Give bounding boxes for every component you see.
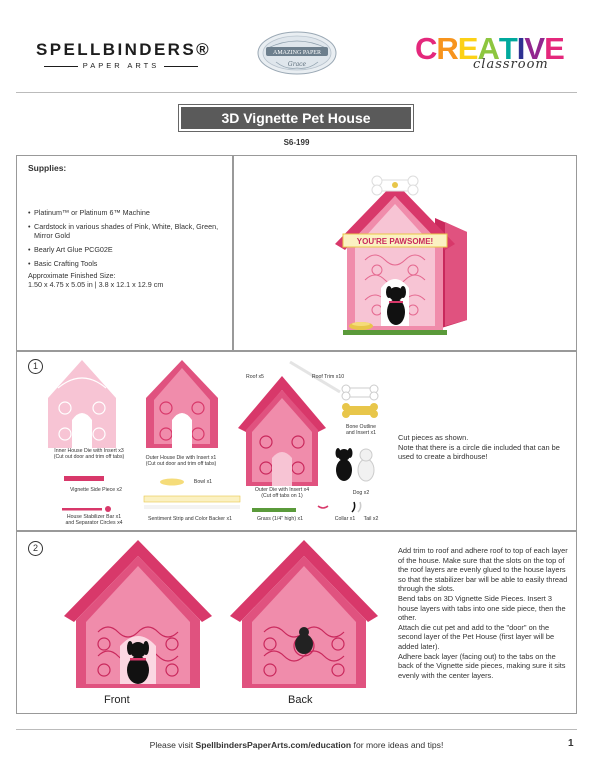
supply-item: • Basic Crafting Tools xyxy=(28,259,228,268)
hero-sign-text: YOU'RE PAWSOME! xyxy=(356,237,434,246)
creative-letter: C xyxy=(415,31,437,66)
title-frame xyxy=(178,104,414,132)
creative-letter: E xyxy=(457,31,478,66)
footer-divider xyxy=(16,729,577,730)
creative-letter: I xyxy=(516,31,525,66)
supply-item: • Bearly Art Glue PCG02E xyxy=(28,245,228,254)
creative-letter: E xyxy=(544,31,564,66)
svg-text:Grace: Grace xyxy=(287,61,307,68)
label-outer-house: Outer House Die with Insert x1 (Cut out door and trim off tabs) xyxy=(145,455,217,467)
step-1-instructions: Cut pieces as shown. Note that there is a circle die included that can be used to create a birdhouse! xyxy=(398,433,560,462)
label-roof-trim: Roof Trim x10 xyxy=(311,374,345,380)
label-inner-house: Inner House Die with Insert x3 (Cut out door and trim off tabs) xyxy=(53,448,125,460)
back-view xyxy=(230,540,378,688)
label-outer-die-insert: Outer Die with Insert x4 (Cut off tabs on 1) xyxy=(254,487,310,499)
header-divider xyxy=(16,92,577,93)
label-grass: Grass (1/4" high) x1 xyxy=(257,516,303,522)
label-bone-outline: Bone Outline and Insert x1 xyxy=(346,424,376,436)
supplies-list xyxy=(28,208,228,273)
amazing-logo-text: AMAZING PAPER xyxy=(273,50,321,56)
step-1-number: 1 xyxy=(28,359,43,374)
classroom-wordmark: classroom xyxy=(473,57,549,72)
caption-front: Front xyxy=(104,694,130,706)
front-view xyxy=(64,540,212,688)
label-stabilizer: House Stabilizer Bar x1 and Separator Circles x4 xyxy=(65,514,123,526)
label-bowl: Bowl x1 xyxy=(193,479,213,485)
creative-letter: R xyxy=(436,31,458,66)
creative-letter: V xyxy=(524,31,545,66)
caption-back: Back xyxy=(288,694,313,706)
bone-outline-icon xyxy=(342,385,378,418)
brand-tagline: PAPER ARTS xyxy=(36,61,206,70)
amazing-paper-grace-logo xyxy=(256,30,338,76)
label-vignette-side: Vignette Side Piece x2 xyxy=(69,487,123,493)
finished-size: Approximate Finished Size: 1.50 x 4.75 x 5.05 in | 3.8 x 12.1 x 12.9 cm xyxy=(28,271,164,289)
step-2-house-diagrams xyxy=(58,536,378,692)
creative-letter: A xyxy=(477,31,499,66)
inner-house-die xyxy=(48,360,116,448)
product-sku: S6-199 xyxy=(283,138,310,147)
label-dog: Dog x2 xyxy=(352,490,370,496)
label-tail: Tail x2 xyxy=(363,516,379,522)
label-sentiment: Sentiment Strip and Color Backer x1 xyxy=(148,516,232,522)
step-2-number: 2 xyxy=(28,541,43,556)
supplies-heading: Supplies: xyxy=(28,163,67,173)
creative-letter: T xyxy=(498,31,517,66)
footer-text: Please visit SpellbindersPaperArts.com/education for more ideas and tips! xyxy=(149,740,444,750)
page-number: 1 xyxy=(568,738,574,749)
page-title: 3D Vignette Pet House xyxy=(181,107,411,129)
dog-icon xyxy=(336,448,375,481)
spellbinders-logo xyxy=(36,40,212,70)
finished-pet-house-photo xyxy=(325,170,485,342)
label-roof: Roof x5 xyxy=(246,374,264,380)
page-header xyxy=(0,0,593,90)
step-2-instructions: Add trim to roof and adhere roof to top of each layer of the house. Make sure that the slots on the top of the roof layers are evenly glued to the house layers so that the stabilizer bar will be able to easily thread through the slots. Bend tabs on 3D Vignette Side Pieces. Insert 3 house layers with tabs into one side piece, then the other. Attach die cut pet and add to the "door" on the second layer of the Pet House (first layer will be added later). Adhere back layer (facing out) to the tabs on the back of the Vignette side pieces, making sure it sits evenly with the center layers. xyxy=(398,546,568,680)
creative-classroom-logo xyxy=(415,31,565,76)
outer-house-die xyxy=(146,360,218,448)
roof-and-outer-die xyxy=(238,362,340,486)
supply-item: • Cardstock in various shades of Pink, White, Black, Green, Mirror Gold xyxy=(28,222,228,240)
label-collar: Collar x1 xyxy=(334,516,356,522)
supply-item: • Platinum™ or Platinum 6™ Machine xyxy=(28,208,228,217)
brand-name: SPELLBINDERS® xyxy=(36,40,212,59)
education-link[interactable]: SpellbindersPaperArts.com/education xyxy=(195,740,352,750)
step-1-die-pieces xyxy=(40,358,380,528)
